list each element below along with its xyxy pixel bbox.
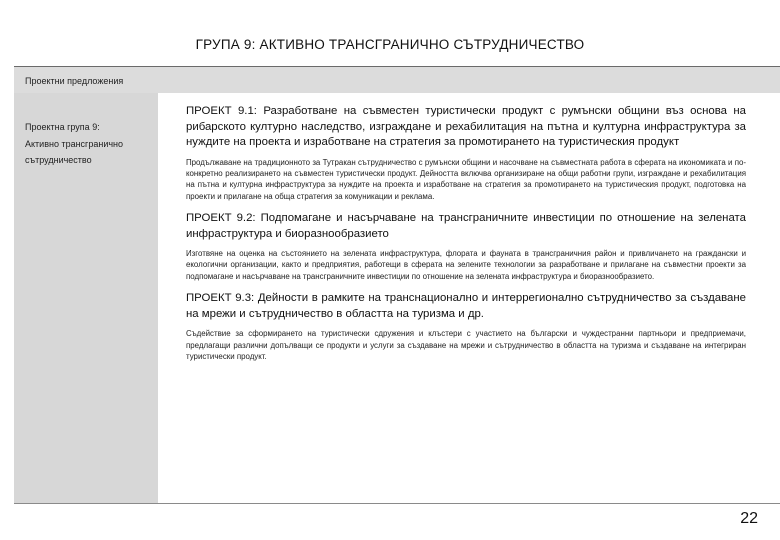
sidebar-line-1: Проектна група 9: (25, 122, 100, 132)
section-band (14, 67, 780, 93)
project-9-3-description: Съдействие за сформирането на туристически сдружения и клъстери с участието на български и чуждестранни партньори и предприемачи, предлагащи различни допълващи се продукти и услуги за създаване на мрежи и сътрудничество в областта на туризма и създаване на интегриран туристически продукт. (186, 329, 746, 361)
page-number: 22 (740, 510, 758, 527)
section-label: Проектни предложения (25, 76, 124, 86)
page-title: ГРУПА 9: АКТИВНО ТРАНСГРАНИЧНО СЪТРУДНИЧЕСТВО (195, 37, 585, 52)
project-9-3-heading: ПРОЕКТ 9.3: Дейности в рамките на транснационално и интеррегионално сътрудничество за създаване на мрежи и сътрудничество в областта на туризма и др. (186, 292, 746, 320)
project-9-1-description: Продължаване на традиционното за Тутракан сътрудничество с румънски общини и насочване на съвместната работа в сферата на икономиката и по-конкретно реализирането на съвместен туристически продукт. Дейността включва организиране на общи работни групи, изграждане и рехабилитация на пътна и културна инфраструктура за нуждите на проекта и изработване на стратегия за промотирането на туристическия продукт, подготовка на проекти и прилагане на обща стратегия за комуникации и реклама. (186, 157, 746, 201)
project-9-2-description: Изготвяне на оценка на състоянието на зелената инфраструктура, флората и фауната в трансграничния район и привличането на граждански и екологични организации, както и предприятия, работещи в сферата на зелените технологии за разработване и прилагане на съвместни проекти за подпомагане и насърчаване на трансграничните инвестиции по отношение на зелената инфраструктура и биоразнообразието. (186, 249, 746, 281)
footer-divider (14, 503, 780, 504)
project-list (186, 104, 746, 371)
sidebar-line-2: Активно трансгранично (25, 139, 124, 149)
project-9-1-heading: ПРОЕКТ 9.1: Разработване на съвместен туристически продукт с румънски общини въз основа на рибарското културно наследство, изграждане и рехабилитация на пътна и културна инфраструктура за нуждите на проекта и изработване на стратегия за промотирането на туристическия продукт (186, 105, 746, 149)
project-9-2-heading: ПРОЕКТ 9.2: Подпомагане и насърчаване на трансграничните инвестиции по отношение на зелената инфраструктура и биоразнообразието (186, 211, 746, 240)
sidebar-line-3: сътрудничество (25, 155, 92, 165)
